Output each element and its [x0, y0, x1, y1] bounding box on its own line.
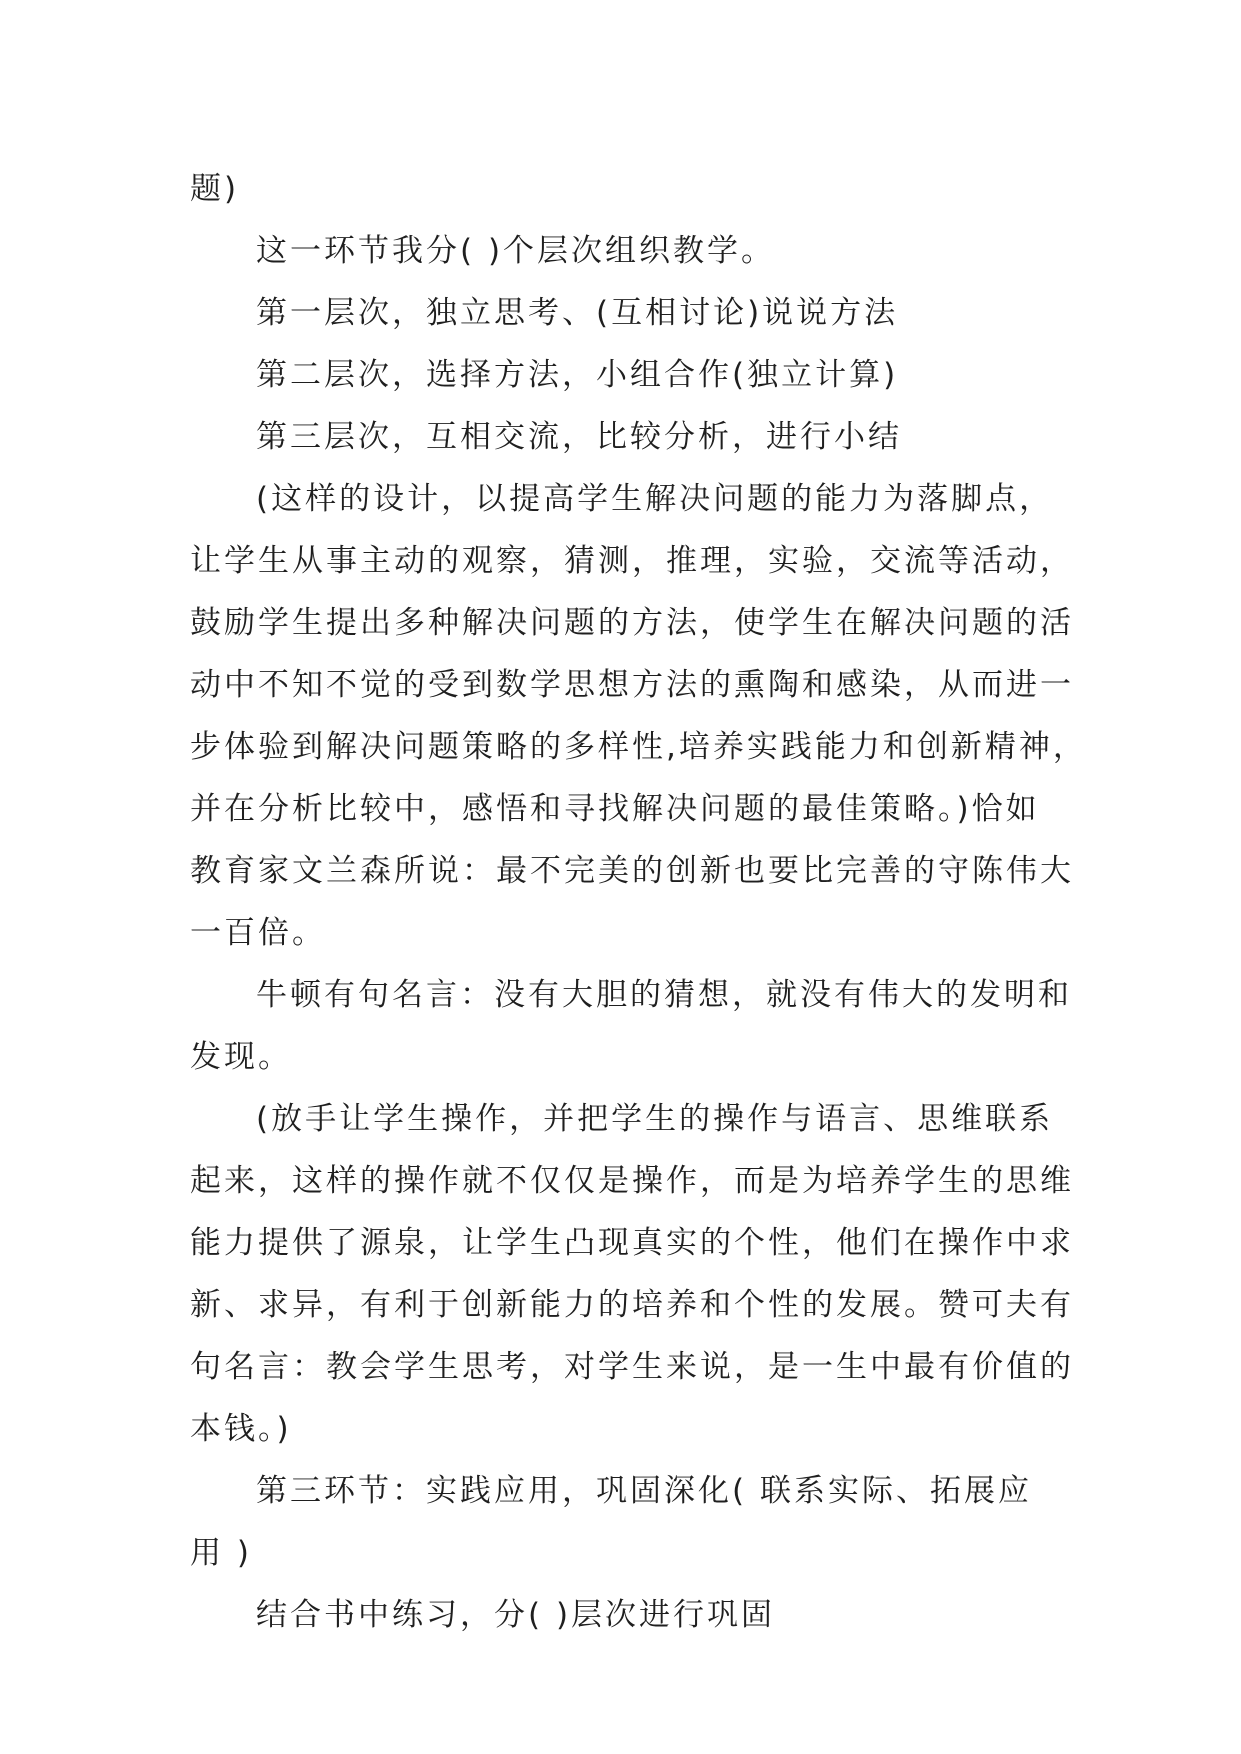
text-line: 新、求异，有利于创新能力的培养和个性的发展。赞可夫有 — [190, 1287, 1074, 1323]
text-line: (这样的设计，以提高学生解决问题的能力为落脚点， — [256, 481, 1054, 517]
text-line: 句名言：教会学生思考，对学生来说，是一生中最有价值的 — [190, 1349, 1074, 1385]
text-line: 第三层次，互相交流，比较分析，进行小结 — [256, 419, 902, 455]
text-line: 能力提供了源泉，让学生凸现真实的个性，他们在操作中求 — [190, 1225, 1074, 1261]
text-line: 结合书中练习，分( )层次进行巩固 — [256, 1597, 776, 1633]
document-body — [190, 158, 1087, 1646]
text-line: 用 ) — [190, 1535, 252, 1571]
text-line: 并在分析比较中，感悟和寻找解决问题的最佳策略。)恰如 — [190, 791, 1040, 827]
text-line: 题) — [190, 171, 240, 207]
text-line: 动中不知不觉的受到数学思想方法的熏陶和感染，从而进一 — [190, 667, 1074, 703]
text-line: 让学生从事主动的观察，猜测，推理，实验，交流等活动， — [190, 543, 1074, 579]
text-line: 起来，这样的操作就不仅仅是操作，而是为培养学生的思维 — [190, 1163, 1074, 1199]
text-line: 步体验到解决问题策略的多样性,培养实践能力和创新精神， — [190, 729, 1087, 765]
text-line: 发现。 — [190, 1039, 292, 1075]
text-line: 教育家文兰森所说：最不完美的创新也要比完善的守陈伟大 — [190, 853, 1074, 889]
text-line: 第三环节：实践应用，巩固深化( 联系实际、拓展应 — [256, 1473, 1032, 1509]
text-line: (放手让学生操作，并把学生的操作与语言、思维联系 — [256, 1101, 1054, 1137]
text-line: 第一层次，独立思考、(互相讨论)说说方法 — [256, 295, 899, 331]
text-line: 本钱。) — [190, 1411, 292, 1447]
text-line: 这一环节我分( )个层次组织教学。 — [256, 233, 776, 269]
text-line: 第二层次，选择方法，小组合作(独立计算) — [256, 357, 899, 393]
text-line: 一百倍。 — [190, 915, 326, 951]
text-line: 牛顿有句名言：没有大胆的猜想，就没有伟大的发明和 — [256, 977, 1072, 1013]
text-line: 鼓励学生提出多种解决问题的方法，使学生在解决问题的活 — [190, 605, 1074, 641]
